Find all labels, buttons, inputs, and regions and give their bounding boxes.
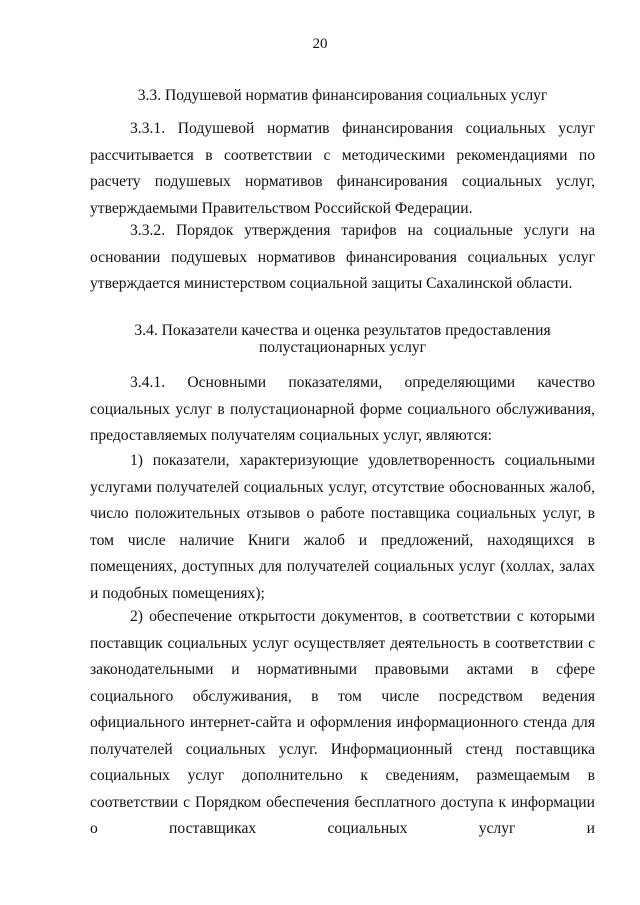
section-heading-3-4-line1: 3.4. Показатели качества и оценка результатов предоставления (134, 322, 551, 339)
list-item-2: 2) обеспечение открытости документов, в соответствии с которыми поставщик социальных услуг осуществляет деятельность в соответствии с законодательными и нормативными правовыми актами в сфере социального обслуживания, в том числе посредством ведения официального интернет-сайта и оформления информационного стенда для получателей социальных услуг. Информационный стенд поставщика социальных услуг дополнительно к сведениям, размещаемым в соответствии с Порядком обеспечения бесплатного доступа к информации о поставщиках социальных услуг и (90, 608, 595, 837)
paragraph-3-4-1: 3.4.1. Основными показателями, определяющими качество социальных услуг в полустационарной форме социального обслуживания, предоставляемых получателям социальных услуг, являются: (90, 374, 595, 444)
section-heading-3-4-line2: полустационарных услуг (258, 339, 427, 356)
paragraph-3-3-2: 3.3.2. Порядок утверждения тарифов на социальные услуги на основании подушевых нормативов финансирования социальных услуг утверждается министерством социальной защиты Сахалинской области. (90, 222, 595, 292)
section-heading-3-3: 3.3. Подушевой норматив финансирования социальных услуг (137, 87, 548, 104)
paragraph-3-3-1: 3.3.1. Подушевой норматив финансирования социальных услуг рассчитывается в соответствии с методическими рекомендациями по расчету подушевых нормативов финансирования социальных услуг, утверждаемыми Правительством Российской Федерации. (90, 120, 595, 217)
section-heading-3-4 (90, 322, 595, 356)
list-item-1: 1) показатели, характеризующие удовлетворенность социальными услугами получателей социальных услуг, отсутствие обоснованных жалоб, число положительных отзывов о работе поставщика социальных услуг, в том числе наличие Книги жалоб и предложений, находящихся в помещениях, доступных для получателей социальных услуг (холлах, залах и подобных помещениях); (90, 452, 595, 602)
page-number: 20 (312, 36, 328, 52)
